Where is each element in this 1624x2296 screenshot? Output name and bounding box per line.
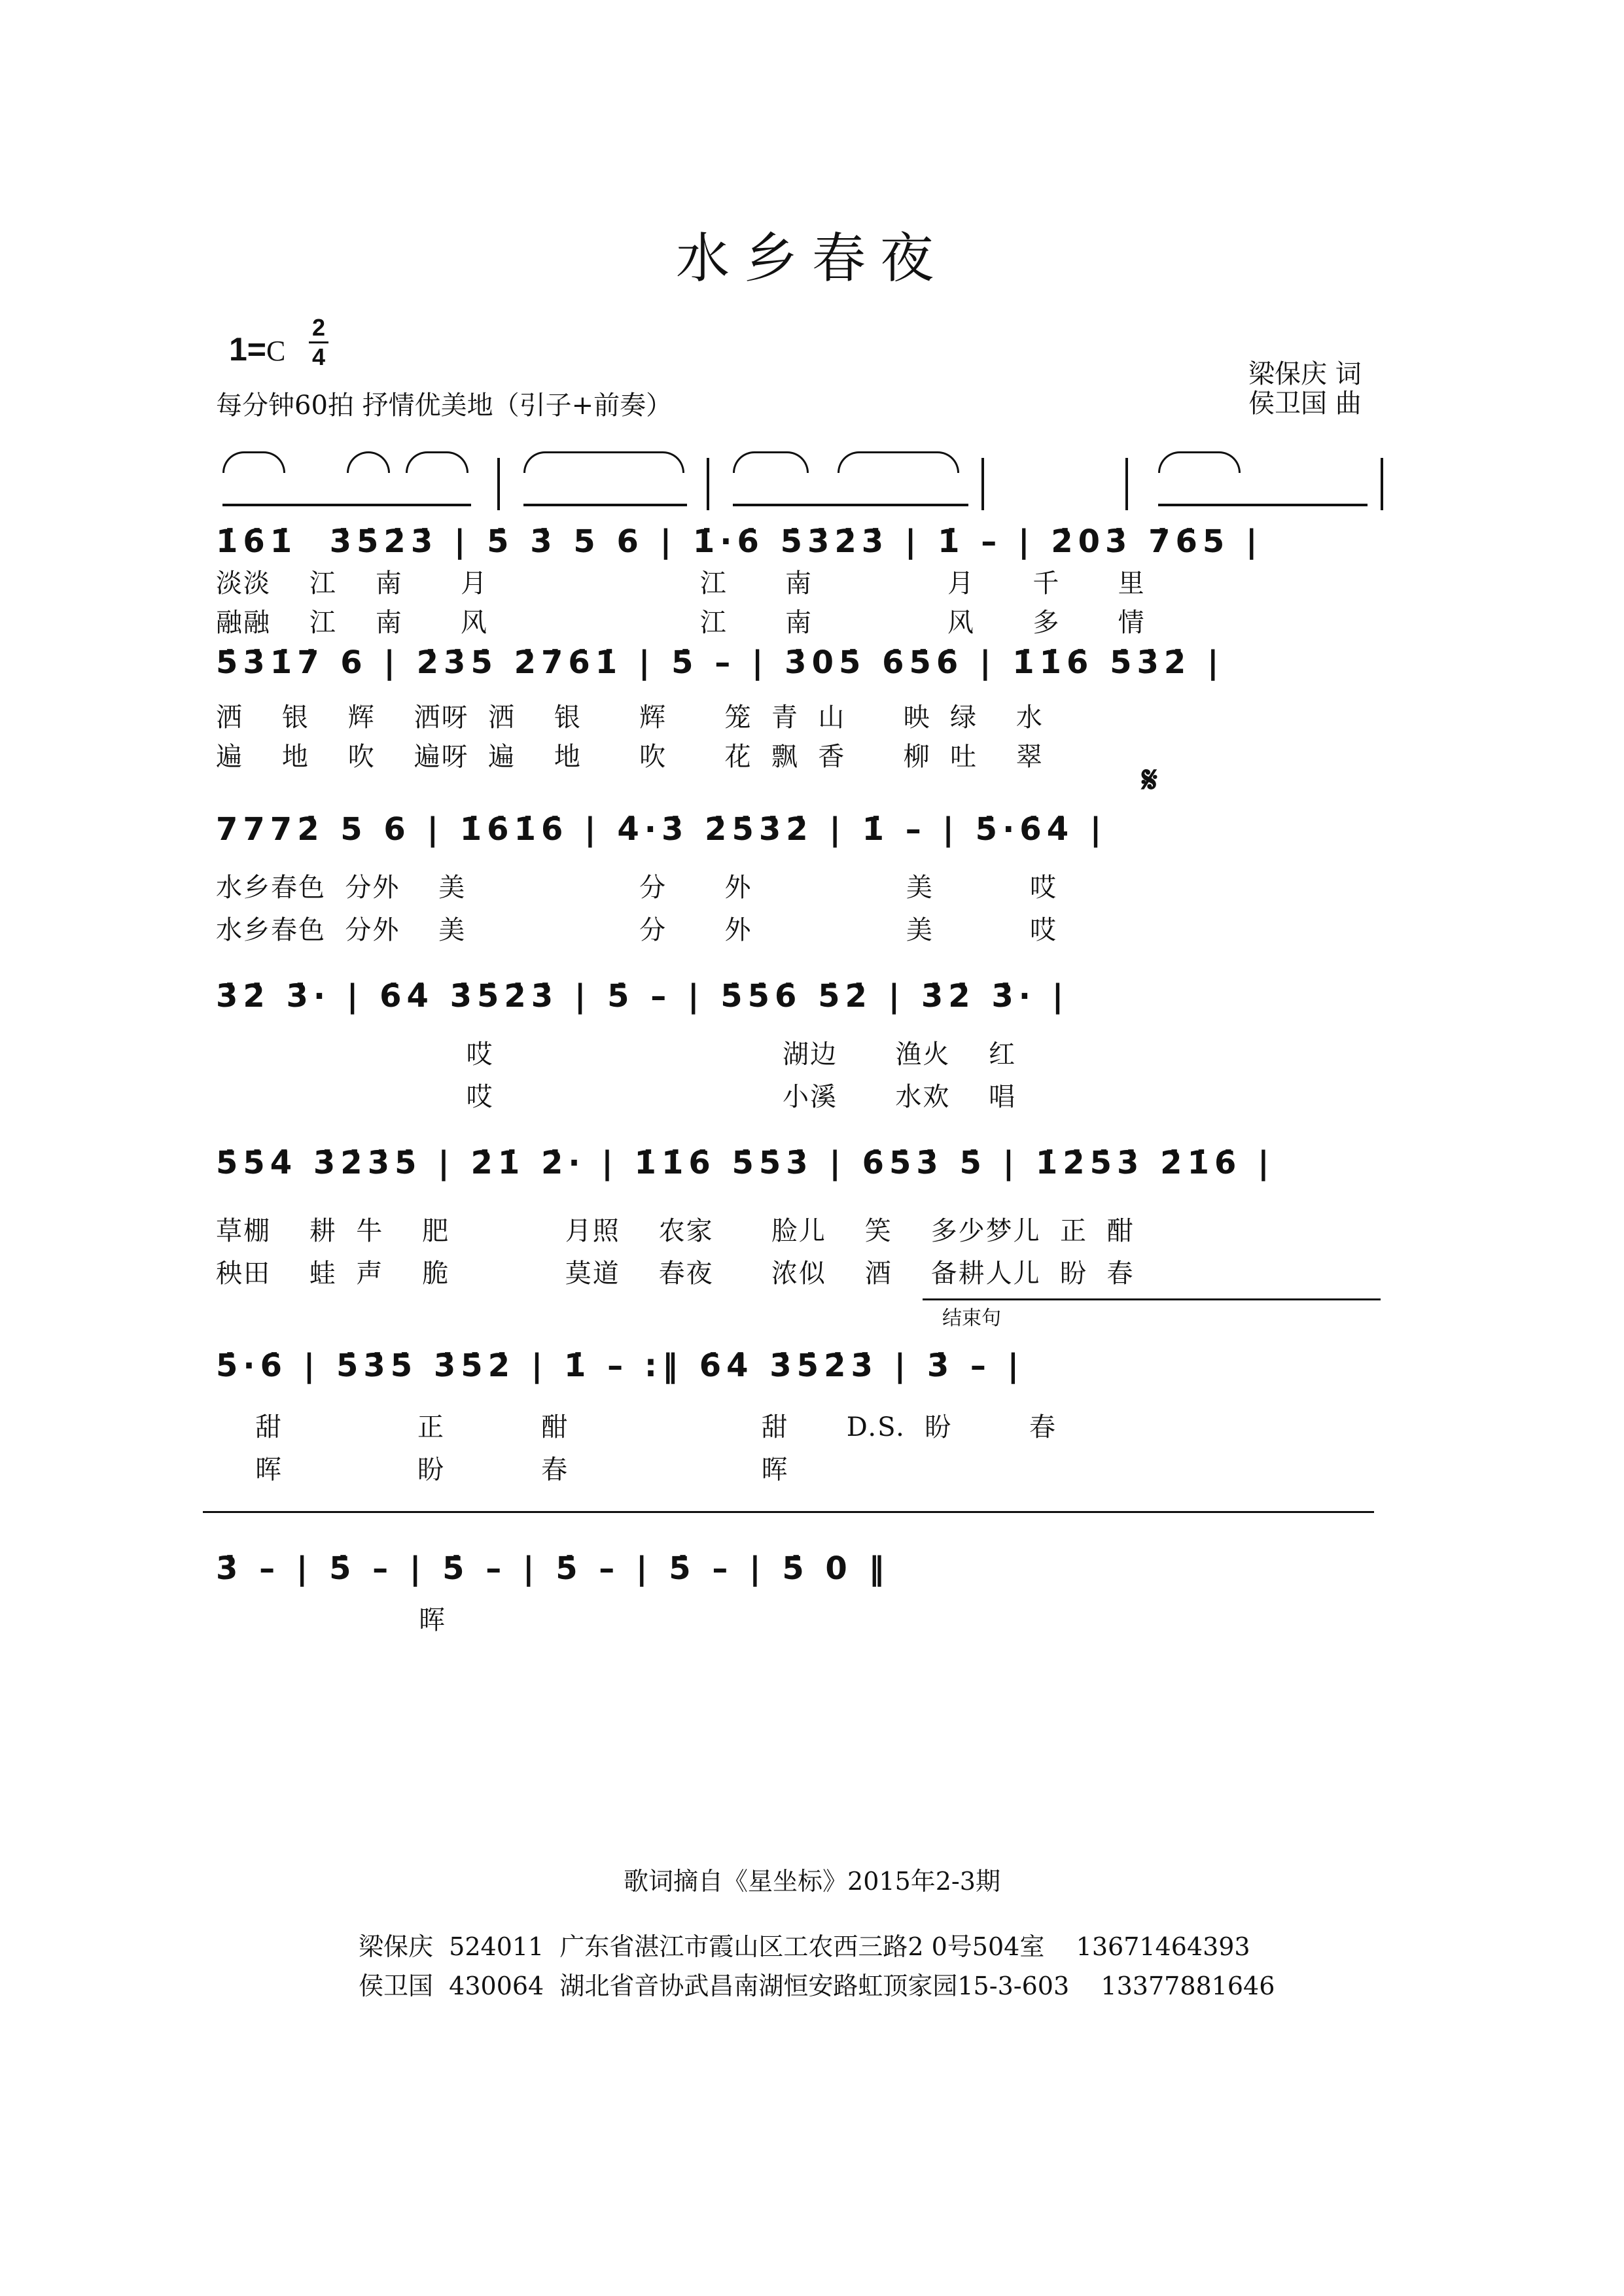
notes-line [209, 445, 1387, 517]
notes-text: 3̇2̇ 3̇· | 6̇4̇ 3̇5̇2̇3̇ | 5̇ – | 5̇5̇6̇ 5̇2̇ | 3̇2̇ 3̇· | [216, 978, 1069, 1015]
contact-lyricist: 梁保庆 524011 广东省湛江市霞山区工农西三路2 0号504室 13671464393 [359, 1932, 1250, 1961]
lyric-verse-2: 晖 盼 春 晖 [255, 1455, 789, 1485]
lyric-verse-1: 草棚 耕 牛 肥 月照 农家 脸儿 笑 多少梦儿 正 酣 [216, 1216, 1135, 1246]
lyric-verse-2: 遍 地 吹 遍呀 遍 地 吹 花 飘 香 柳 吐 翠 [216, 742, 1044, 772]
lyric-verse-2: 水乡春色 分外 美 分 外 美 哎 [216, 915, 1058, 945]
tempo-marking: 每分钟60拍 抒情优美地（引子+前奏） [216, 391, 673, 421]
notes-text: 3̇ – | 5̇ – | 5̇ – | 5̇ – | 5̇ – | 5̇ 0 ‖ [216, 1550, 890, 1587]
segno-sign: 𝄋 [1142, 759, 1158, 801]
song-title: 水乡春夜 [675, 228, 948, 290]
lyric-verse-1: 哎 湖边 渔火 红 [216, 1039, 1017, 1070]
time-signature: 2 4 [309, 315, 328, 370]
notes-text: 5̇5̇4̇ 3̇2̇3̇5̇ | 2̇1̇ 2̇· | 1̇1̇6̇ 5̇5̇3̇ | 6̇5̇3̇ 5̇ | 1̇2̇5̇3̇ 2̇1̇6̇ | [216, 1145, 1275, 1181]
contact-composer: 侯卫国 430064 湖北省音协武昌南湖恒安路虹顶家园15-3-603 13377881646 [359, 1972, 1275, 2000]
key-signature: 1=C [229, 331, 286, 368]
lyric-verse-1: 水乡春色 分外 美 分 外 美 哎 [216, 873, 1058, 903]
composer-credit: 侯卫国 曲 [1248, 389, 1362, 419]
lyrics-source: 歌词摘自《星坐标》2015年2-3期 [624, 1867, 1000, 1896]
notes-text: 7772̇ 5 6 | 1̇6̇1̇6̇ | 4̇·3̇ 2̇5̇3̇2̇ | 1̇ – | 5̇·6̇4̇ | [216, 811, 1107, 848]
notes-text: 5̇3̇1̇7̇ 6 | 2̇3̇5̇ 2̇7̇6̇1̇ | 5̇ – | 3̇05̇ 6̇5̇6̇ | 1̇1̇6̇ 5̇3̇2̇ | [216, 644, 1224, 681]
lyric-verse-1: 晖 [419, 1605, 446, 1635]
ending-label: 结束句 [942, 1307, 1001, 1330]
lyricist-credit: 梁保庆 词 [1248, 359, 1362, 389]
notes-text: 5̇·6̇ | 5̇3̇5̇ 3̇5̇2̇ | 1̇ – :‖ 6̇4̇ 3̇5̇2̇3̇ | 3̇ – | [216, 1348, 1025, 1384]
lyric-verse-1: 甜 正 酣 甜 D.S. 盼 春 [255, 1412, 1057, 1442]
lyric-verse-2: 秧田 蛙 声 脆 莫道 春夜 浓似 酒 备耕人儿 盼 春 [216, 1259, 1135, 1289]
lyric-verse-2: 哎 小溪 水欢 唱 [216, 1082, 1017, 1112]
lyric-verse-1: 洒 银 辉 洒呀 洒 银 辉 笼 青 山 映 绿 水 [216, 703, 1044, 733]
notes-text: 1̇6̇1̇ 3̇5̇2̇3̇ | 5̇ 3̇ 5 6 | 1̇·6̇ 5̇3̇2̇3̇ | 1̇ – | 2̇03̇ 7̇6̇5 | [216, 523, 1263, 560]
lyric-verse-1: 淡淡 江 南 月 江 南 月 千 里 [216, 568, 1146, 599]
lyric-verse-2: 融融 江 南 风 江 南 风 多 情 [216, 608, 1146, 638]
